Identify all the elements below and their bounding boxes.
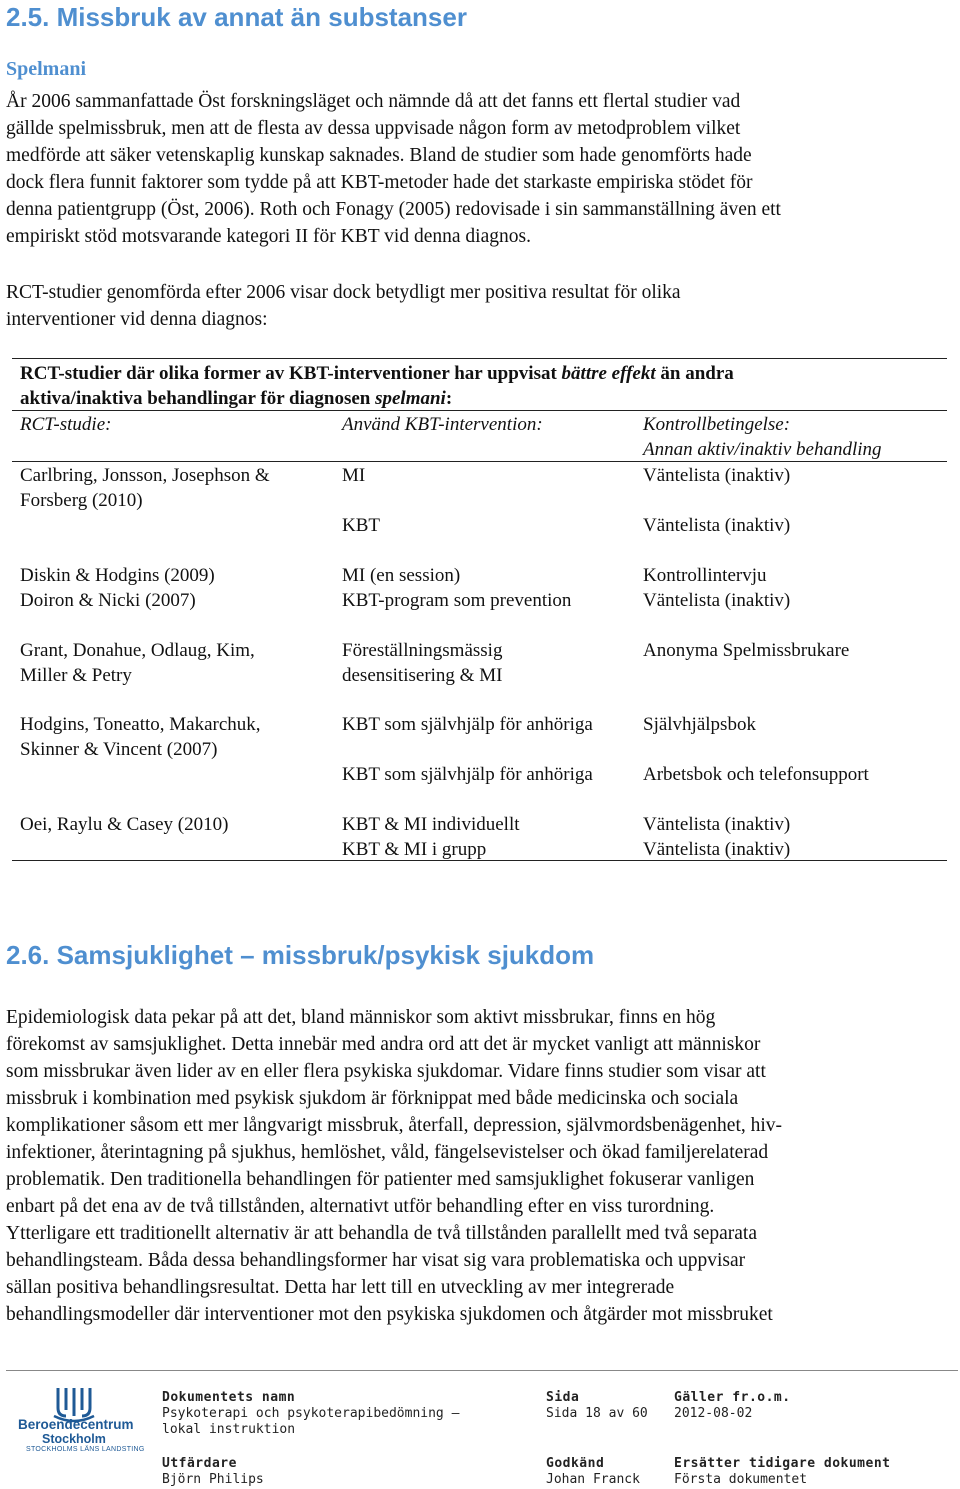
table-row-intervention: KBT-program som prevention — [342, 590, 572, 611]
footer-rule — [6, 1370, 958, 1371]
section-heading-2-6: 2.6. Samsjuklighet – missbruk/psykisk sjukdom — [6, 940, 595, 970]
table-row-control: Arbetsbok och telefonsupport — [643, 764, 869, 785]
subheading-spelmani: Spelmani — [6, 58, 87, 80]
paragraph-spelmani-1: År 2006 sammanfattade Öst forskningsläget och nämnde då att det fanns ett flertal studier vad gällde spelmissbruk, men att de flesta av dessa uppvisade någon form av metodproblem vilket medförde att säker vetenskaplig kunskap saknades. Bland de studier som hade genomförts hade dock flera funnit faktorer som tydde på att KBT-metoder hade det starkaste empiriska stödet för denna patientgrupp (Öst, 2006). Roth och Fonagy (2005) redovisade i sin sammanställning även ett empiriskt stöd motsvarande kategori II för KBT vid denna diagnos. — [6, 91, 781, 247]
header-control: Kontrollbetingelse: — [643, 414, 791, 435]
table-row-control: Kontrollintervju — [643, 565, 767, 586]
table-row-study: Doiron & Nicki (2007) — [20, 590, 196, 611]
logo-text-beroendecentrum: Beroendecentrum — [18, 1417, 134, 1432]
table-row-study: Miller & Petry — [20, 665, 132, 686]
table-row-intervention: MI (en session) — [342, 565, 461, 586]
footer-valid-from: Gäller fr.o.m. 2012-08-02 — [674, 1390, 791, 1421]
footer-page: Sida Sida 18 av 60 — [546, 1390, 648, 1421]
paragraph-spelmani-2: RCT-studier genomförda efter 2006 visar dock betydligt mer positiva resultat för olika interventioner vid denna diagnos: — [6, 282, 681, 330]
table-row-intervention: KBT & MI i grupp — [342, 839, 487, 860]
header-study: RCT-studie: — [20, 414, 112, 435]
table-row-intervention: KBT som självhjälp för anhöriga — [342, 764, 593, 785]
table-row-study: Skinner & Vincent (2007) — [20, 739, 218, 760]
header-control-sub: Annan aktiv/inaktiv behandling — [643, 439, 882, 460]
table-row-control: Väntelista (inaktiv) — [643, 590, 791, 611]
section-heading-2-5: 2.5. Missbruk av annat än substanser — [6, 2, 467, 32]
footer-replaces: Ersätter tidigare dokument Första dokumentet — [674, 1456, 891, 1487]
table-top-rule — [12, 358, 947, 359]
header-intervention: Använd KBT-intervention: — [342, 414, 543, 435]
table-row-intervention: desensitisering & MI — [342, 665, 503, 686]
table-row-intervention: Föreställningsmässig — [342, 640, 503, 661]
table-row-study: Oei, Raylu & Casey (2010) — [20, 814, 229, 835]
logo-text-sll: STOCKHOLMS LÄNS LANDSTING — [26, 1446, 145, 1453]
footer-doc-name: Dokumentets namn Psykoterapi och psykoterapibedömning – lokal instruktion — [162, 1390, 460, 1437]
table-row-control: Väntelista (inaktiv) — [643, 839, 791, 860]
table-caption: RCT-studier där olika former av KBT-interventioner har uppvisat bättre effekt än andra aktiva/inaktiva behandlingar för diagnosen spelmani: — [20, 363, 734, 409]
table-row-control: Väntelista (inaktiv) — [643, 814, 791, 835]
logo-text-stockholm: Stockholm — [42, 1432, 106, 1446]
table-row-intervention: KBT & MI individuellt — [342, 814, 520, 835]
paragraph-samsjuklighet: Epidemiologisk data pekar på att det, bland människor som aktivt missbrukar, finns en hög förekomst av samsjuklighet. Detta innebär med andra ord att det är mycket vanligt att människor som missbrukar även lider av en eller flera psykiska sjukdomar. Vidare finns studier som visar att missbruk i kombination med psykisk sjukdom är förknippat med både medicinska och sociala komplikationer såsom ett mer långvarigt missbruk, återfall, depression, självmordsbenägenhet, hiv- infektioner, återintagning på sjukhus, hemlöshet, våld, fängelsevistelser och ökad familjerelaterad problematik. Den traditionella behandlingen för patienter med samsjuklighet fokuserar vanligen enbart på det ena av de två tillstånden, alternativt utför behandling efter en viss turordning. Ytterligare ett traditionellt alternativ är att behandla de två tillstånden parallellt med två separata behandlingsteam. Båda dessa behandlingsformer har visat sig vara problematiska och uppvisar sällan positiva behandlingsresultat. Detta har lett till en utveckling av mer integrerade behandlingsmodeller där interventioner mot den psykiska sjukdomen och åtgärder mot missbruket — [6, 1007, 783, 1325]
table-caption-rule — [12, 410, 947, 411]
table-row-intervention: MI — [342, 465, 366, 486]
table-row-intervention: KBT som självhjälp för anhöriga — [342, 714, 593, 735]
footer-approved: Godkänd Johan Franck — [546, 1456, 640, 1487]
table-row-study: Diskin & Hodgins (2009) — [20, 565, 215, 586]
table-row-control: Självhjälpsbok — [643, 714, 756, 735]
table-row-control: Väntelista (inaktiv) — [643, 465, 791, 486]
table-row-control: Väntelista (inaktiv) — [643, 515, 791, 536]
table-row-control: Anonyma Spelmissbrukare — [643, 640, 850, 661]
table-row-intervention: KBT — [342, 515, 380, 536]
table-row-study: Carlbring, Jonsson, Josephson & — [20, 465, 270, 486]
table-bottom-rule — [12, 860, 947, 861]
table-row-study: Grant, Donahue, Odlaug, Kim, — [20, 640, 255, 661]
table-header-rule — [12, 461, 947, 462]
table-row-study: Hodgins, Toneatto, Makarchuk, — [20, 714, 261, 735]
footer-author: Utfärdare Björn Philips — [162, 1456, 264, 1487]
table-row-study: Forsberg (2010) — [20, 490, 143, 511]
